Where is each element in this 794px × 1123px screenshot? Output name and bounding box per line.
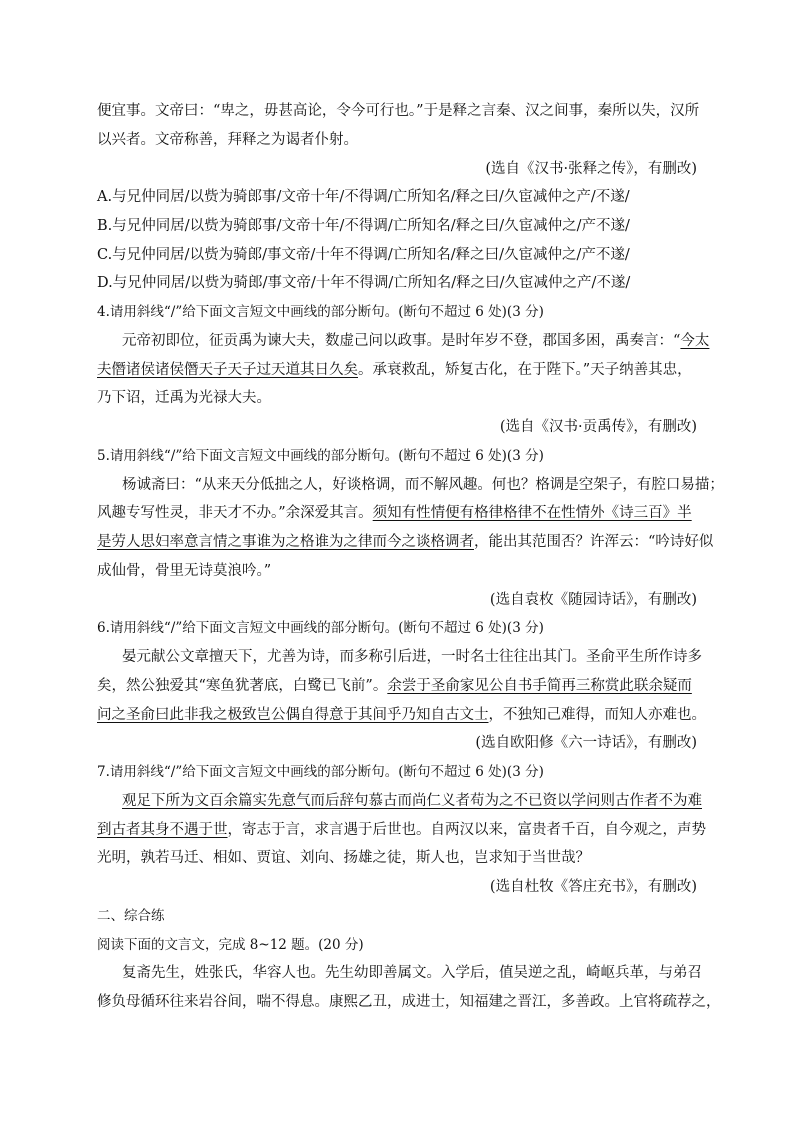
- passage-line: 成仙骨，骨里无诗莫浪吟。”: [97, 563, 272, 579]
- underlined-text: 今太: [680, 333, 710, 349]
- question-7: 7.请用斜线“/”给下面文言短文中画线的部分断句。(断句不超过 6 处)(3 分): [97, 764, 544, 780]
- underlined-text: 观足下所为文百余篇实先意气而后辞句慕古而尚仁义者苟为之不已资以学问则古作者不为难: [122, 793, 702, 809]
- underlined-text: 是劳人思妇率意言情之事谁为之格谁为之律而今之谈格调者: [97, 534, 474, 550]
- passage-line: 矣，然公独爱其“寒鱼犹著底，白鹭已飞前”。余尝于圣俞家见公自书手简再三称赏此联余疑而: [97, 678, 692, 694]
- underlined-text: 问之圣俞曰此非我之极致岂公偶自得意于其间乎乃知自古文士: [97, 707, 489, 723]
- passage-line: 晏元献公文章擅天下，尤善为诗，而多称引后进，一时名士往往出其门。圣俞平生所作诗多: [122, 649, 702, 665]
- passage-line: 到古者其身不遇于世，寄志于言，求言遇于后世也。自两汉以来，富贵者千百，自今观之，声势: [97, 822, 706, 838]
- question-4: 4.请用斜线“/”给下面文言短文中画线的部分断句。(断句不超过 6 处)(3 分): [97, 304, 544, 320]
- source-citation: (选自《汉书·贡禹传》，有删改): [499, 419, 697, 435]
- passage-line: 复斋先生，姓张氏，华容人也。先生幼即善属文。入学后，值吴逆之乱，崎岖兵革，与弟召: [122, 965, 702, 981]
- source-citation: (选自袁枚《随园诗话》，有删改): [489, 592, 697, 608]
- passage-line: 光明，孰若马迁、相如、贾谊、刘向、扬雄之徒，斯人也，岂求知于当世哉？: [97, 850, 590, 866]
- source-citation: (选自杜牧《答庄充书》，有删改): [489, 879, 697, 895]
- passage-line: [122, 791, 702, 811]
- passage-line: 乃下诏，迁禹为光禄大夫。: [97, 390, 271, 406]
- section-heading: 二、综合练: [97, 908, 165, 924]
- underlined-text: 夫僭诸侯诸侯僭天子天子过天道其日久矣: [97, 362, 358, 378]
- option-d: D.与兄仲同居/以赀为骑郎/事文帝/十年不得调/亡所知名/释之曰/久宦减仲之产/不遂/: [97, 275, 631, 291]
- option-c: C.与兄仲同居/以赀为骑郎/事文帝/十年不得调/亡所知名/释之曰/久宦减仲之/产不遂/: [97, 247, 630, 263]
- passage-line: 夫僭诸侯诸侯僭天子天子过天道其日久矣。承衰救乱，矫复古化，在于陛下。”天子纳善其忠，: [97, 362, 692, 378]
- question-5: 5.请用斜线“/”给下面文言短文中画线的部分断句。(断句不超过 6 处)(3 分): [97, 448, 544, 464]
- passage-line: 修负母循环往来岩谷间，喘不得息。康熙乙丑，成进士，知福建之晋江，多善政。上官将疏荐之，: [97, 994, 721, 1010]
- passage-line: 杨诚斋曰：“从来天分低拙之人，好谈格调，而不解风趣。何也？格调是空架子，有腔口易描；: [122, 477, 724, 493]
- paragraph-line: 以兴者。文帝称善，拜释之为谒者仆射。: [97, 132, 358, 148]
- option-b: B.与兄仲同居/以赀为骑郎事/文帝十年/不得调/亡所知名/释之曰/久宦减仲之/产不遂/: [97, 218, 630, 234]
- option-a: A.与兄仲同居/以赀为骑郎事/文帝十年/不得调/亡所知名/释之曰/久宦减仲之产/不遂/: [97, 189, 630, 205]
- underlined-text: 余尝于圣俞家见公自书手简再三称赏此联余疑而: [387, 678, 692, 694]
- passage-line: 风趣专写性灵，非天才不办。”余深爱其言。须知有性情便有格律格律不在性情外《诗三百》半: [97, 505, 692, 521]
- instructions: 阅读下面的文言文，完成 8~12 题。(20 分): [97, 937, 364, 953]
- underlined-text: 到古者其身不遇于世: [97, 822, 228, 838]
- underlined-text: 须知有性情便有格律格律不在性情外《诗三百》半: [372, 505, 692, 521]
- passage-line: 元帝初即位，征贡禹为谏大夫，数虚己问以政事。是时年岁不登，郡国多困，禹奏言：“今太: [122, 333, 710, 349]
- source-citation: (选自《汉书·张释之传》，有删改): [485, 161, 697, 177]
- passage-line: 是劳人思妇率意言情之事谁为之格谁为之律而今之谈格调者，能出其范围否？许浑云：“吟诗好似: [97, 534, 714, 550]
- passage-line: 问之圣俞曰此非我之极致岂公偶自得意于其间乎乃知自古文士，不独知己难得，而知人亦难也。: [97, 707, 706, 723]
- question-6: 6.请用斜线“/”给下面文言短文中画线的部分断句。(断句不超过 6 处)(3 分): [97, 620, 544, 636]
- source-citation: (选自欧阳修《六一诗话》，有删改): [475, 735, 697, 751]
- paragraph-line: 便宜事。文帝曰：“卑之，毋甚高论，令今可行也。”于是释之言秦、汉之间事，秦所以失，汉所: [97, 103, 700, 119]
